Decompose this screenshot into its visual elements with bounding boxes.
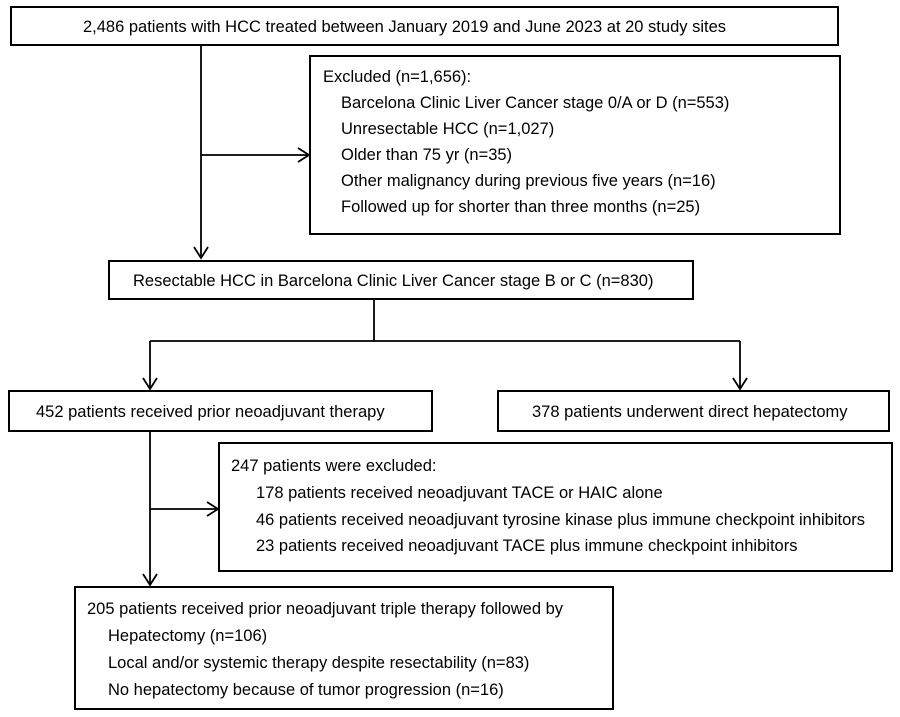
excluded1-item: Followed up for shorter than three months (n=25) — [341, 198, 701, 216]
final-header: 205 patients received prior neoadjuvant triple therapy followed by — [87, 600, 564, 618]
box-source — [10, 6, 839, 46]
excluded1-header: Excluded (n=1,656): — [323, 68, 472, 86]
direct-text: 378 patients underwent direct hepatectomy — [532, 403, 848, 421]
excluded2-item: 23 patients received neoadjuvant TACE plus immune checkpoint inhibitors — [256, 537, 798, 555]
excluded1-item: Barcelona Clinic Liver Cancer stage 0/A or D (n=553) — [341, 94, 730, 112]
box-excluded-first — [309, 55, 841, 235]
box-neoadjuvant — [8, 390, 433, 432]
final-item: No hepatectomy because of tumor progression (n=16) — [108, 681, 504, 699]
box-direct-hepatectomy — [497, 390, 890, 432]
excluded1-item: Other malignancy during previous five years (n=16) — [341, 172, 716, 190]
final-item: Local and/or systemic therapy despite resectability (n=83) — [108, 654, 530, 672]
source-text: 2,486 patients with HCC treated between January 2019 and June 2023 at 20 study sites — [83, 18, 727, 36]
box-triple-therapy — [74, 586, 614, 710]
excluded1-item: Older than 75 yr (n=35) — [341, 146, 513, 164]
final-item: Hepatectomy (n=106) — [108, 627, 268, 645]
neoadjuvant-text: 452 patients received prior neoadjuvant therapy — [36, 403, 385, 421]
excluded1-item: Unresectable HCC (n=1,027) — [341, 120, 555, 138]
box-resectable — [108, 260, 694, 300]
excluded2-item: 46 patients received neoadjuvant tyrosine kinase plus immune checkpoint inhibitors — [256, 511, 866, 529]
box-excluded-second — [218, 442, 893, 572]
resectable-text: Resectable HCC in Barcelona Clinic Liver Cancer stage B or C (n=830) — [133, 272, 654, 290]
excluded2-item: 178 patients received neoadjuvant TACE or HAIC alone — [256, 484, 663, 502]
excluded2-header: 247 patients were excluded: — [231, 457, 437, 475]
